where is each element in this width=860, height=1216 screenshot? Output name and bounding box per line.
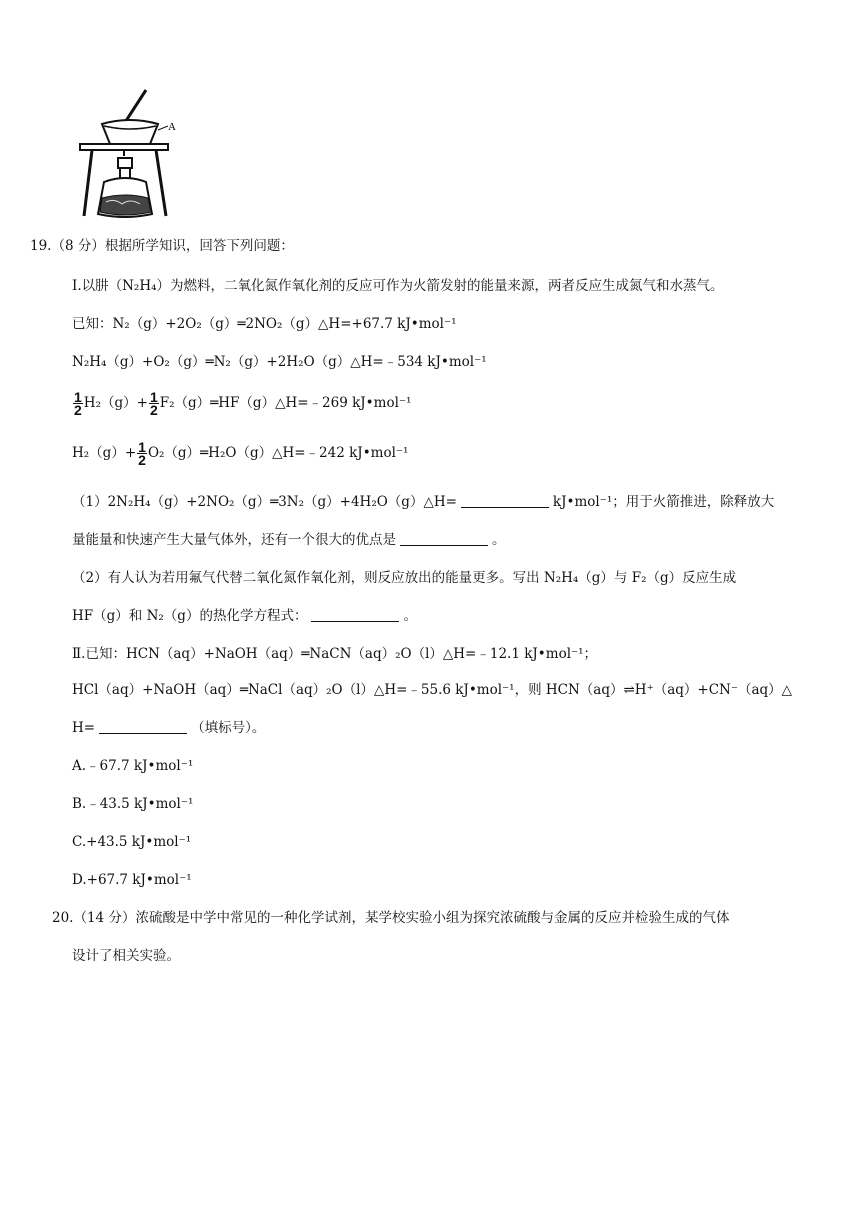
known-equation-1: 已知：N₂（g）+2O₂（g）═2NO₂（g）△H=+67.7 kJ•mol⁻¹	[72, 316, 457, 332]
option-c[interactable]: C.+43.5 kJ•mol⁻¹	[72, 834, 192, 850]
fraction-one-half: $\frac{1}{2}$	[138, 439, 146, 468]
option-d[interactable]: D.+67.7 kJ•mol⁻¹	[72, 872, 192, 888]
q20-line-1: 20.（14 分）浓硫酸是中学中常见的一种化学试剂，某学校实验小组为探究浓硫酸与金属的反应并检验生成的气体	[52, 910, 730, 926]
sub-question-2: （2）有人认为若用氟气代替二氧化氮作氧化剂，则反应放出的能量更多。写出 N₂H₄（g）与 F₂（g）反应生成	[72, 570, 737, 586]
known-equation-4: H₂（g）+ $\frac{1}{2}$ O₂（g）═H₂O（g）△H=﹣242 kJ•mol⁻¹	[72, 439, 409, 468]
answer-blank[interactable]	[311, 607, 399, 622]
answer-blank[interactable]	[99, 719, 187, 734]
part-2-known-1: Ⅱ.已知：HCN（aq）+NaOH（aq）═NaCN（aq）₂O（l）△H=﹣12.1 kJ•mol⁻¹；	[72, 646, 598, 662]
fraction-one-half: $\frac{1}{2}$	[74, 389, 82, 418]
part-2-question: H= （填标号）。	[72, 720, 266, 736]
fraction-one-half: $\frac{1}{2}$	[149, 389, 158, 418]
sub-question-1-cont: 量能量和快速产生大量气体外，还有一个很大的优点是 。	[72, 532, 506, 548]
sub-question-1: （1）2N₂H₄（g）+2NO₂（g）═3N₂（g）+4H₂O（g）△H= kJ•mol⁻¹；用于火箭推进，除释放大	[72, 494, 775, 510]
answer-blank[interactable]	[461, 493, 549, 508]
known-equation-2: N₂H₄（g）+O₂（g）═N₂（g）+2H₂O（g）△H=﹣534 kJ•mol⁻¹	[72, 354, 487, 370]
q19-part1-intro: I.以肼（N₂H₄）为燃料，二氧化氮作氧化剂的反应可作为火箭发射的能量来源，两者反应生成氮气和水蒸气。	[72, 278, 724, 294]
option-a[interactable]: A.﹣67.7 kJ•mol⁻¹	[72, 758, 194, 774]
option-b[interactable]: B.﹣43.5 kJ•mol⁻¹	[72, 796, 194, 812]
label-a: A	[168, 121, 176, 133]
known-equation-3: $\frac{1}{2}$ H₂（g）+ $\frac{1}{2}$ F₂（g）═HF（g）△H=﹣269 kJ•mol⁻¹	[74, 389, 412, 418]
answer-blank[interactable]	[400, 531, 488, 546]
q19-header: 19.（8 分）根据所学知识，回答下列问题：	[30, 238, 294, 254]
part-2-known-2: HCl（aq）+NaOH（aq）═NaCl（aq）₂O（l）△H=﹣55.6 kJ•mol⁻¹，则 HCN（aq）⇌H⁺（aq）+CN⁻（aq）△	[72, 682, 793, 698]
q20-line-2: 设计了相关实验。	[72, 948, 180, 964]
sub-question-2-cont: HF（g）和 N₂（g）的热化学方程式： 。	[72, 608, 417, 624]
evaporation-apparatus-figure	[70, 86, 180, 222]
